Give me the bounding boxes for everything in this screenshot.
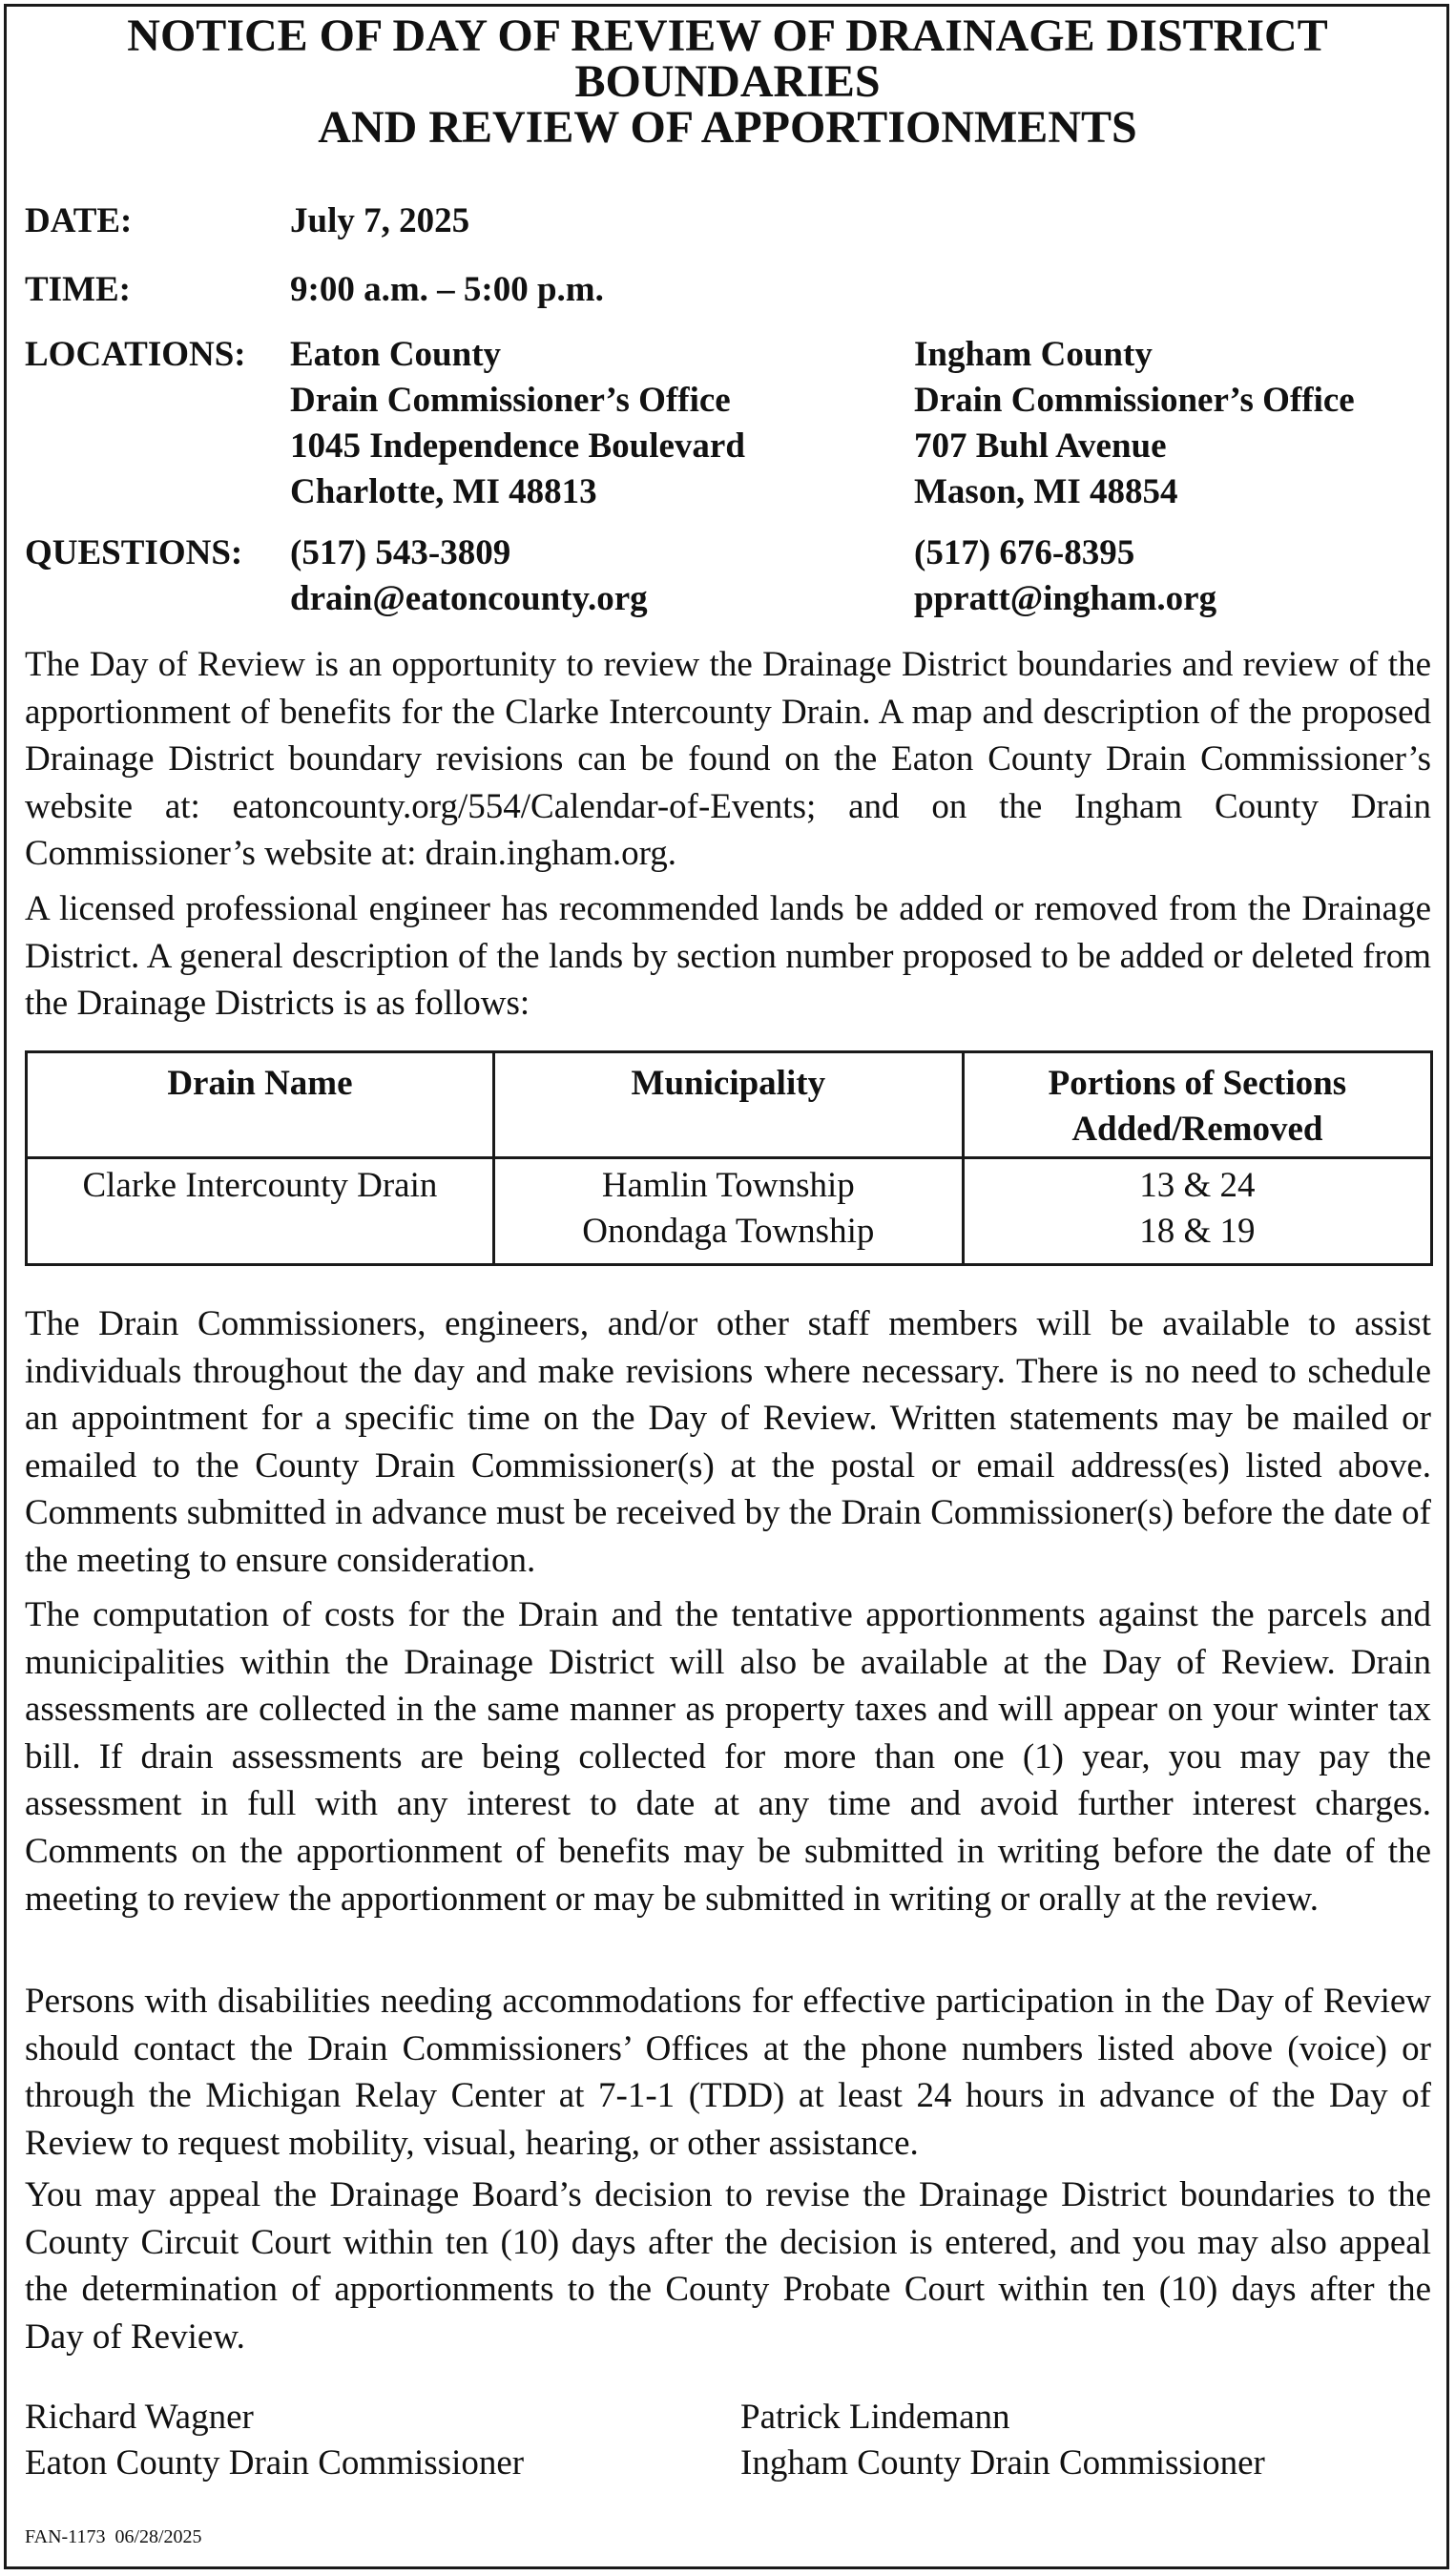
eaton-location <box>290 332 745 515</box>
sections-onondaga: 18 & 19 <box>1139 1212 1256 1251</box>
date-value: July 7, 2025 <box>290 201 470 240</box>
ingham-contact <box>914 530 1216 622</box>
signature-title: Ingham County Drain Commissioner <box>740 2443 1265 2483</box>
eaton-contact <box>290 530 648 622</box>
eaton-location-line: Charlotte, MI 48813 <box>290 472 597 511</box>
signature-name: Patrick Lindemann <box>740 2398 1010 2437</box>
paragraph-day-of-review: The Day of Review is an opportunity to review the Drainage District boundaries and review of the apportionment of benefits for the Clarke Intercounty Drain. A map and description of the proposed Drainage District boundary revisions can be found on the Eaton County Drain Commissioner’s website at: eatoncounty.org/554/Calendar-of-Events; and on the Ingham County Drain Commissioner’s website at: drain.ingham.org. <box>25 645 1431 874</box>
table-header-row <box>27 1052 1432 1158</box>
ingham-location <box>914 332 1355 515</box>
signature-title: Eaton County Drain Commissioner <box>25 2443 525 2483</box>
header-drain-name: Drain Name <box>27 1052 494 1158</box>
drain-table <box>25 1050 1433 1266</box>
cell-municipality <box>493 1158 963 1265</box>
questions-label: QUESTIONS: <box>25 533 243 572</box>
table-row <box>27 1158 1432 1265</box>
ingham-phone: (517) 676-8395 <box>914 533 1135 572</box>
header-sections <box>963 1052 1431 1158</box>
paragraph-cost-computation: The computation of costs for the Drain and the tentative apportionments against the parcels and municipalities within the Drainage District will also be available at the Day of Review. Drain assessments are collected in the same manner as property taxes and will appear on your winter tax bill. If drain assessments are being collected for more than one (1) year, you may pay the assessment in full with any interest to date at any time and avoid further interest charges. Comments on the apportionment of benefits may be submitted in writing before the date of the meeting to review the apportionment or may be submitted in writing or orally at the review. <box>25 1595 1431 1919</box>
municipality-onondaga: Onondaga Township <box>582 1212 875 1251</box>
eaton-email: drain@eatoncounty.org <box>290 579 648 618</box>
ingham-location-line: Drain Commissioner’s Office <box>914 381 1355 420</box>
notice-title <box>0 10 1455 153</box>
cell-drain-name: Clarke Intercounty Drain <box>27 1158 494 1265</box>
date-label: DATE: <box>25 201 133 240</box>
ingham-location-line: Mason, MI 48854 <box>914 472 1178 511</box>
eaton-phone: (517) 543-3809 <box>290 533 511 572</box>
sections-hamlin: 13 & 24 <box>1139 1166 1256 1205</box>
title-line-3: AND REVIEW OF APPORTIONMENTS <box>318 102 1137 153</box>
header-sections-line-1: Portions of Sections <box>1048 1064 1347 1103</box>
signature-name: Richard Wagner <box>25 2398 254 2437</box>
paragraph-appeal-rights: You may appeal the Drainage Board’s decision to revise the Drainage District boundaries to the County Circuit Court within ten (10) days after the decision is entered, and you may also appeal the determination of apportionments to the County Probate Court within ten (10) days after the Day of Review. <box>25 2175 1431 2357</box>
header-municipality: Municipality <box>493 1052 963 1158</box>
eaton-location-line: Eaton County <box>290 335 502 374</box>
paragraph-engineer-recommendation: A licensed professional engineer has recommended lands be added or removed from the Drainage District. A general description of the lands by section number proposed to be added or deleted from the Drainage Districts is as follows: <box>25 889 1431 1024</box>
paragraph-disability-accommodation: Persons with disabilities needing accommodations for effective participation in the Day of Review should contact the Drain Commissioners’ Offices at the phone numbers listed above (voice) or through the Michigan Relay Center at 7-1-1 (TDD) at least 24 hours in advance of the Day of Review to request mobility, visual, hearing, or other assistance. <box>25 1982 1431 2163</box>
publication-code: FAN-1173 06/28/2025 <box>25 2526 202 2547</box>
paragraph-staff-availability: The Drain Commissioners, engineers, and/or other staff members will be available to assist individuals throughout the day and make revisions where necessary. There is no need to schedule an appointment for a specific time on the Day of Review. Written statements may be mailed or emailed to the County Drain Commissioner(s) at the postal or email address(es) listed above. Comments submitted in advance must be received by the Drain Commissioner(s) before the date of the meeting to ensure consideration. <box>25 1304 1431 1580</box>
ingham-location-line: 707 Buhl Avenue <box>914 426 1167 466</box>
cell-sections <box>963 1158 1431 1265</box>
time-value: 9:00 a.m. – 5:00 p.m. <box>290 270 604 309</box>
header-sections-line-2: Added/Removed <box>1071 1110 1323 1149</box>
eaton-location-line: 1045 Independence Boulevard <box>290 426 745 466</box>
signature-eaton <box>25 2395 524 2486</box>
title-line-2: BOUNDARIES <box>574 56 881 107</box>
ingham-location-line: Ingham County <box>914 335 1153 374</box>
locations-label: LOCATIONS: <box>25 335 246 374</box>
eaton-location-line: Drain Commissioner’s Office <box>290 381 731 420</box>
signature-ingham <box>740 2395 1265 2486</box>
municipality-hamlin: Hamlin Township <box>601 1166 855 1205</box>
time-label: TIME: <box>25 270 131 309</box>
title-line-1: NOTICE OF DAY OF REVIEW OF DRAINAGE DISTRICT <box>127 10 1328 61</box>
ingham-email: ppratt@ingham.org <box>914 579 1217 618</box>
